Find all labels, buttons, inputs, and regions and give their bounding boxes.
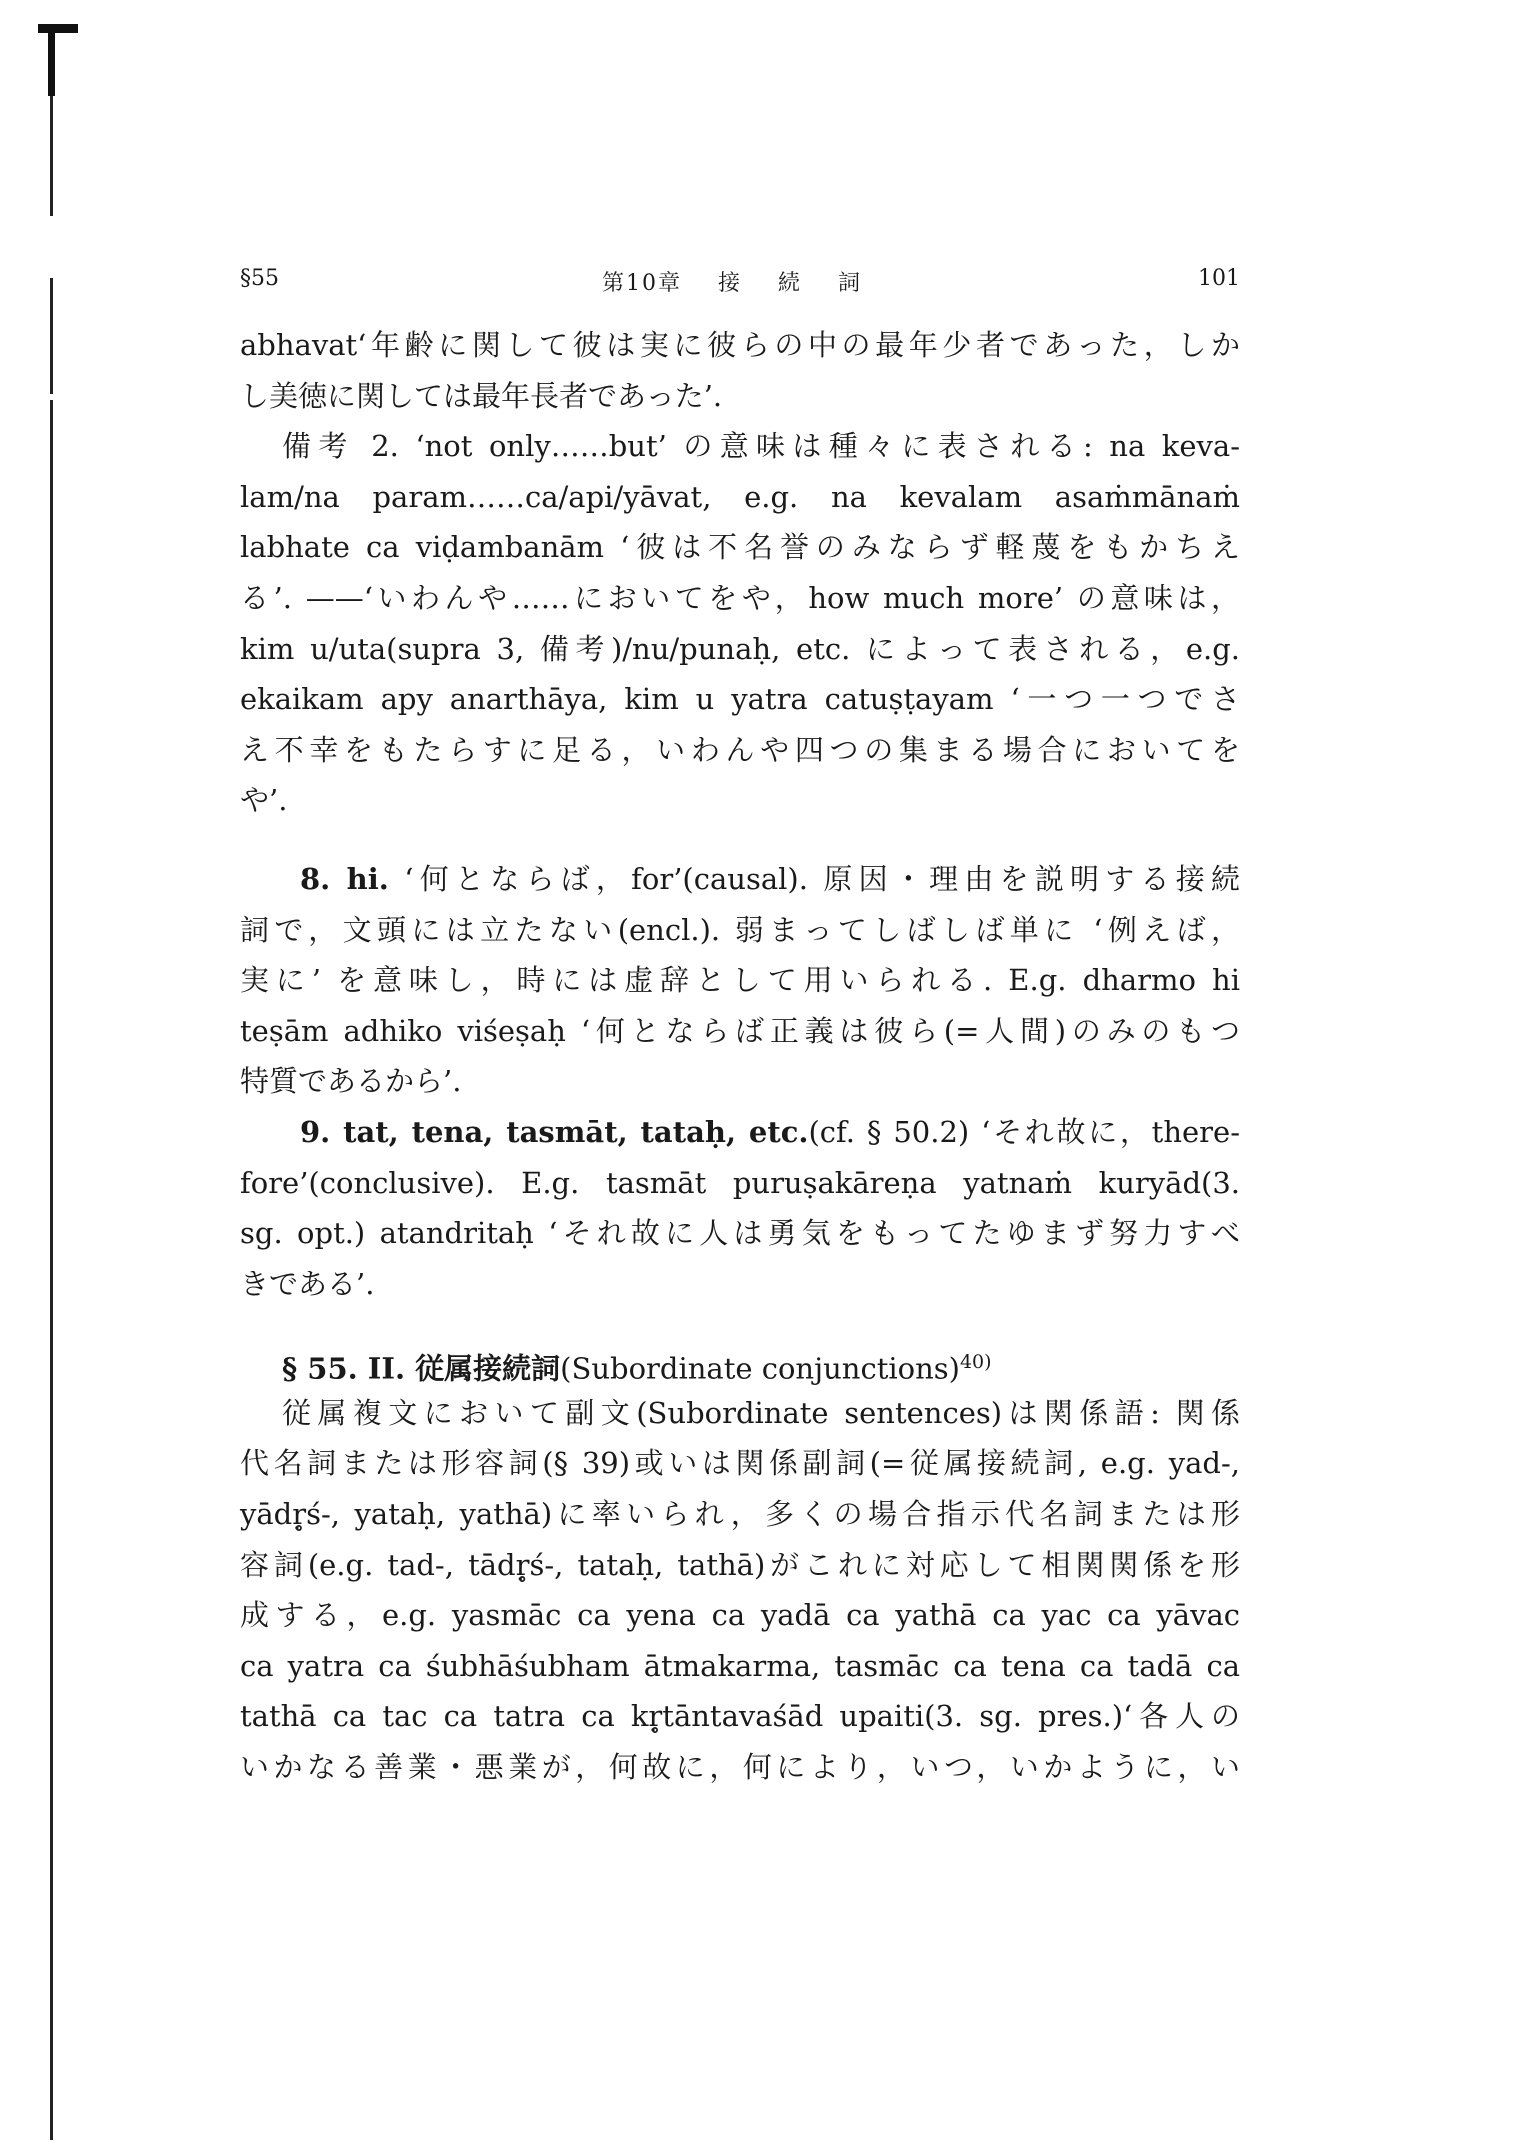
text-line: kim u/uta(supra 3, 備考)/nu/punaḥ, etc. によって表される，e.g. xyxy=(240,631,1240,666)
running-header xyxy=(240,266,1240,302)
binding-mark-stem xyxy=(48,24,55,96)
remark-line: 備考 2. ‘not only……but’ の意味は種々に表される: na keva- xyxy=(282,429,1240,464)
text-line: sg. opt.) atandritaḥ ‘それ故に人は勇気をもってたゆまず努力すべ xyxy=(240,1216,1240,1251)
binding-line xyxy=(50,278,53,394)
binding-line xyxy=(50,96,53,216)
text-line: きである’. xyxy=(240,1266,375,1301)
text-line: tathā ca tac ca tatra ca kṛ̥tāntavaśād upaiti(3. sg. pres.)‘各人の xyxy=(240,1699,1240,1734)
item-9-heading: 9. tat, tena, tasmāt, tataḥ, etc. xyxy=(300,1114,809,1149)
item-9-line: 9. tat, tena, tasmāt, tataḥ, etc.(cf. § 50.2) ‘それ故に，there- xyxy=(300,1114,1240,1149)
text-line: 容詞(e.g. tad-, tādṛ̥ś-, tataḥ, tathā)がこれに対応して相関関係を形 xyxy=(240,1547,1240,1582)
header-chapter-title: 第10章 接 続 詞 xyxy=(602,271,863,296)
text-line: ca yatra ca śubhāśubham ātmakarma, tasmāc ca tena ca tadā ca xyxy=(240,1648,1240,1683)
page-number: 101 xyxy=(1198,266,1240,291)
text-line: 従属複文において副文(Subordinate sentences)は関係語: 関係 xyxy=(282,1395,1240,1430)
text-line: 代名詞または形容詞(§ 39)或いは関係副詞(=従属接続詞, e.g. yad-, xyxy=(240,1446,1240,1481)
item-8-heading: 8. hi. xyxy=(300,861,389,896)
text-line: yādṛ̥ś-, yataḥ, yathā)に率いられ，多くの場合指示代名詞または形 xyxy=(240,1497,1240,1532)
text-line: labhate ca viḍambanām ‘彼は不名誉のみならず軽蔑をもかちえ xyxy=(240,530,1240,565)
text-line: ekaikam apy anarthāya, kim u yatra catuṣṭayam ‘一つ一つでさ xyxy=(240,682,1240,717)
text-line: 実に’ を意味し，時には虚辞として用いられる. E.g. dharmo hi xyxy=(240,963,1240,998)
text-line: る’. ——‘いわんや……においてをや，how much more’ の意味は， xyxy=(240,580,1240,615)
text-line: 成する，e.g. yasmāc ca yena ca yadā ca yathā ca yac ca yāvac xyxy=(240,1598,1240,1633)
text-line: 特質であるから’. xyxy=(240,1064,462,1099)
text-line: teṣām adhiko viśeṣaḥ ‘何とならば正義は彼ら(=人間)のみのもつ xyxy=(240,1013,1240,1048)
text-line: し美徳に関しては最年長者であった’. xyxy=(240,378,723,413)
text-line: 詞で，文頭には立たない(encl.). 弱まってしばしば単に ‘例えば， xyxy=(240,912,1240,947)
binding-mark-top xyxy=(38,24,78,33)
text-line: いかなる善業・悪業が，何故に，何により，いつ，いかように，い xyxy=(240,1750,1240,1785)
text-line: や’. xyxy=(240,783,288,818)
item-8-line: 8. hi. ‘何とならば，for’(causal). 原因・理由を説明する接続 xyxy=(300,861,1241,896)
text-line: fore’(conclusive). E.g. tasmāt puruṣakāreṇa yatnaṁ kuryād(3. xyxy=(240,1165,1240,1200)
text-line: lam/na param……ca/api/yāvat, e.g. na kevalam asaṁmānaṁ xyxy=(240,479,1240,514)
text-line: え不幸をもたらすに足る，いわんや四つの集まる場合においてを xyxy=(240,732,1240,767)
footnote-ref: 40) xyxy=(959,1351,992,1374)
text-line: abhavat‘年齢に関して彼は実に彼らの中の最年少者であった，しか xyxy=(240,328,1240,362)
header-section: §55 xyxy=(240,266,279,291)
binding-line xyxy=(50,400,53,2140)
section-55-heading: § 55. II. 従属接続詞(Subordinate conjunctions)$^{40)}$ xyxy=(282,1351,992,1386)
page-body xyxy=(240,320,1240,1793)
